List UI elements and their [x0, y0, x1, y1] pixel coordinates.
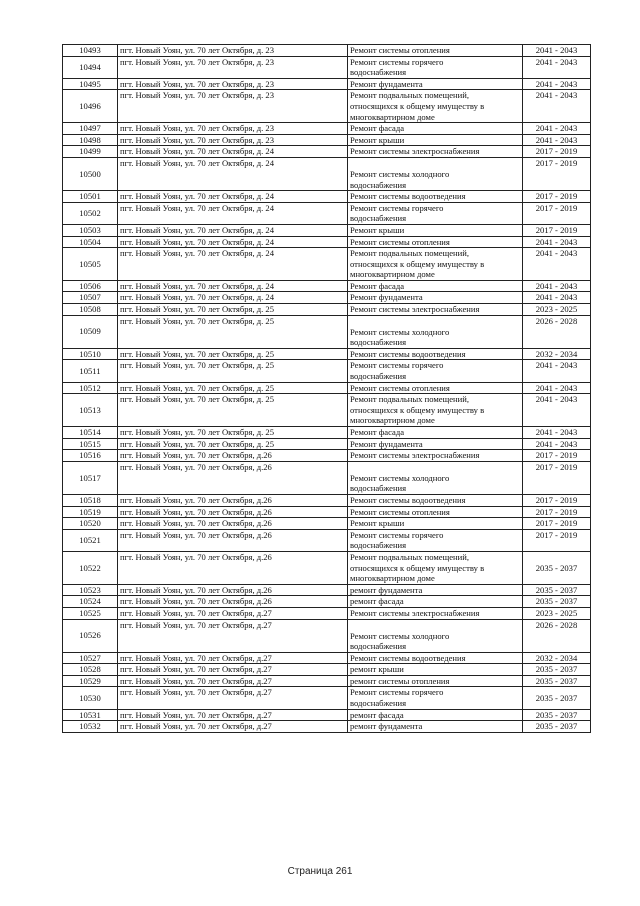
- work-line: водоснабжения: [350, 179, 407, 190]
- row-period: 2041 - 2043: [523, 360, 591, 382]
- row-period: 2035 - 2037: [523, 709, 591, 721]
- row-number: 10520: [63, 518, 118, 530]
- row-period: 2041 - 2043: [523, 292, 591, 304]
- row-period: 2032 - 2034: [523, 652, 591, 664]
- row-work-type: [348, 518, 523, 530]
- work-line: Ремонт фасада: [350, 427, 405, 437]
- row-address: пгт. Новый Уоян, ул. 70 лет Октября, д.26: [118, 551, 348, 584]
- table-row: [63, 280, 591, 292]
- row-number: 10528: [63, 664, 118, 676]
- row-number: 10506: [63, 280, 118, 292]
- work-line: Ремонт крыши: [350, 518, 405, 529]
- work-line: Ремонт системы горячего: [350, 202, 444, 213]
- table-row: [63, 157, 591, 190]
- table-row: [63, 518, 591, 530]
- table-row: [63, 304, 591, 316]
- row-address: пгт. Новый Уоян, ул. 70 лет Октября, д. 23: [118, 78, 348, 90]
- row-period: 2041 - 2043: [523, 280, 591, 292]
- row-work-type: [348, 382, 523, 394]
- row-address: пгт. Новый Уоян, ул. 70 лет Октября, д. 23: [118, 56, 348, 78]
- table-row: [63, 236, 591, 248]
- row-number: 10525: [63, 607, 118, 619]
- table-row: [63, 56, 591, 78]
- row-address: пгт. Новый Уоян, ул. 70 лет Октября, д. 25: [118, 382, 348, 394]
- work-line: Ремонт подвальных помещений,: [350, 394, 469, 405]
- table-body: [63, 45, 591, 733]
- work-line: Ремонт системы холодного: [350, 630, 450, 641]
- row-number: 10495: [63, 78, 118, 90]
- row-period: 2041 - 2043: [523, 236, 591, 248]
- work-line: Ремонт системы горячего: [350, 687, 444, 698]
- table-row: [63, 90, 591, 123]
- table-row: [63, 607, 591, 619]
- row-work-type: [348, 78, 523, 90]
- row-address: пгт. Новый Уоян, ул. 70 лет Октября, д. 25: [118, 438, 348, 450]
- work-line: многоквартирном доме: [350, 415, 435, 426]
- row-period: 2017 - 2019: [523, 529, 591, 551]
- row-work-type: [348, 551, 523, 584]
- row-period: 2041 - 2043: [523, 45, 591, 57]
- row-number: 10523: [63, 584, 118, 596]
- work-line: Ремонт системы отопления: [350, 236, 450, 247]
- row-address: пгт. Новый Уоян, ул. 70 лет Октября, д.27: [118, 687, 348, 709]
- row-address: пгт. Новый Уоян, ул. 70 лет Октября, д. 25: [118, 427, 348, 439]
- row-address: пгт. Новый Уоян, ул. 70 лет Октября, д. 25: [118, 304, 348, 316]
- table-row: [63, 427, 591, 439]
- row-period: 2017 - 2019: [523, 518, 591, 530]
- row-number: 10509: [63, 315, 118, 348]
- row-work-type: [348, 191, 523, 203]
- row-address: пгт. Новый Уоян, ул. 70 лет Октября, д.26: [118, 518, 348, 530]
- table-row: [63, 675, 591, 687]
- work-line: относящихся к общему имуществу в: [350, 404, 485, 415]
- work-line: водоснабжения: [350, 337, 407, 348]
- work-line: ремонт системы отопления: [350, 675, 450, 686]
- row-work-type: [348, 450, 523, 462]
- row-period: 2041 - 2043: [523, 78, 591, 90]
- row-period: 2035 - 2037: [523, 584, 591, 596]
- row-work-type: [348, 461, 523, 494]
- row-work-type: [348, 529, 523, 551]
- row-number: 10501: [63, 191, 118, 203]
- work-line: Ремонт системы холодного: [350, 168, 450, 179]
- work-line: ремонт фасада: [350, 709, 404, 720]
- row-number: 10530: [63, 687, 118, 709]
- table-row: [63, 146, 591, 158]
- table-row: [63, 224, 591, 236]
- work-line: Ремонт системы электроснабжения: [350, 146, 480, 157]
- row-address: пгт. Новый Уоян, ул. 70 лет Октября, д. 24: [118, 292, 348, 304]
- work-line: Ремонт системы горячего: [350, 56, 444, 67]
- table-row: [63, 123, 591, 135]
- row-number: 10517: [63, 461, 118, 494]
- row-work-type: [348, 619, 523, 652]
- row-period: 2032 - 2034: [523, 348, 591, 360]
- work-line: Ремонт подвальных помещений,: [350, 551, 469, 562]
- row-work-type: [348, 236, 523, 248]
- row-work-type: [348, 494, 523, 506]
- row-period: 2017 - 2019: [523, 157, 591, 190]
- row-work-type: [348, 146, 523, 158]
- row-period: 2035 - 2037: [523, 721, 591, 733]
- row-work-type: [348, 394, 523, 427]
- work-line: ремонт фасада: [350, 596, 404, 607]
- row-period: 2035 - 2037: [523, 596, 591, 608]
- row-work-type: [348, 664, 523, 676]
- repair-schedule-table: [62, 44, 591, 733]
- row-work-type: [348, 56, 523, 78]
- row-number: 10518: [63, 494, 118, 506]
- row-period: 2017 - 2019: [523, 506, 591, 518]
- row-work-type: [348, 292, 523, 304]
- row-address: пгт. Новый Уоян, ул. 70 лет Октября, д. 24: [118, 280, 348, 292]
- row-address: пгт. Новый Уоян, ул. 70 лет Октября, д.26: [118, 506, 348, 518]
- row-address: пгт. Новый Уоян, ул. 70 лет Октября, д. 24: [118, 224, 348, 236]
- work-line: Ремонт фундамента: [350, 292, 423, 303]
- row-work-type: [348, 584, 523, 596]
- table-row: [63, 438, 591, 450]
- row-period: 2041 - 2043: [523, 90, 591, 123]
- row-work-type: [348, 280, 523, 292]
- work-line: Ремонт крыши: [350, 224, 405, 235]
- row-address: пгт. Новый Уоян, ул. 70 лет Октября, д.26: [118, 596, 348, 608]
- row-address: пгт. Новый Уоян, ул. 70 лет Октября, д. 25: [118, 360, 348, 382]
- row-address: пгт. Новый Уоян, ул. 70 лет Октября, д. 24: [118, 146, 348, 158]
- row-address: пгт. Новый Уоян, ул. 70 лет Октября, д. 23: [118, 123, 348, 135]
- row-number: 10504: [63, 236, 118, 248]
- row-period: 2017 - 2019: [523, 224, 591, 236]
- row-work-type: [348, 315, 523, 348]
- row-number: 10502: [63, 202, 118, 224]
- work-line: относящихся к общему имуществу в: [350, 258, 485, 269]
- table-row: [63, 360, 591, 382]
- table-row: [63, 619, 591, 652]
- work-line: Ремонт фасада: [350, 123, 405, 134]
- work-line: ремонт фундамента: [350, 584, 423, 595]
- work-line: Ремонт системы отопления: [350, 506, 450, 517]
- row-work-type: [348, 596, 523, 608]
- row-work-type: [348, 45, 523, 57]
- work-line: водоснабжения: [350, 698, 407, 709]
- work-line: Ремонт подвальных помещений,: [350, 248, 469, 259]
- table-row: [63, 529, 591, 551]
- row-period: 2041 - 2043: [523, 123, 591, 135]
- row-address: пгт. Новый Уоян, ул. 70 лет Октября, д.27: [118, 721, 348, 733]
- row-number: 10522: [63, 551, 118, 584]
- work-line: водоснабжения: [350, 641, 407, 652]
- row-work-type: [348, 248, 523, 281]
- row-address: пгт. Новый Уоян, ул. 70 лет Октября, д. 24: [118, 248, 348, 281]
- row-address: пгт. Новый Уоян, ул. 70 лет Октября, д.26: [118, 450, 348, 462]
- row-work-type: [348, 438, 523, 450]
- row-number: 10508: [63, 304, 118, 316]
- row-address: пгт. Новый Уоян, ул. 70 лет Октября, д.27: [118, 675, 348, 687]
- work-line: Ремонт системы отопления: [350, 45, 450, 55]
- work-line: Ремонт подвальных помещений,: [350, 90, 469, 101]
- work-line: Ремонт фасада: [350, 280, 405, 291]
- table-row: [63, 664, 591, 676]
- table-row: [63, 248, 591, 281]
- row-work-type: [348, 360, 523, 382]
- row-number: 10511: [63, 360, 118, 382]
- row-number: 10515: [63, 438, 118, 450]
- row-address: пгт. Новый Уоян, ул. 70 лет Октября, д. 23: [118, 45, 348, 57]
- row-period: 2035 - 2037: [523, 664, 591, 676]
- table-row: [63, 78, 591, 90]
- work-line: Ремонт системы горячего: [350, 360, 444, 371]
- row-address: пгт. Новый Уоян, ул. 70 лет Октября, д.26: [118, 529, 348, 551]
- row-number: 10510: [63, 348, 118, 360]
- work-line: Ремонт системы электроснабжения: [350, 450, 480, 461]
- table-row: [63, 551, 591, 584]
- row-address: пгт. Новый Уоян, ул. 70 лет Октября, д.27: [118, 709, 348, 721]
- row-number: 10514: [63, 427, 118, 439]
- row-period: 2017 - 2019: [523, 461, 591, 494]
- row-period: 2035 - 2037: [523, 687, 591, 709]
- row-work-type: [348, 348, 523, 360]
- table-row: [63, 394, 591, 427]
- row-number: 10503: [63, 224, 118, 236]
- row-address: пгт. Новый Уоян, ул. 70 лет Октября, д.27: [118, 607, 348, 619]
- work-line: водоснабжения: [350, 67, 407, 78]
- row-work-type: [348, 721, 523, 733]
- row-period: 2017 - 2019: [523, 450, 591, 462]
- row-number: 10513: [63, 394, 118, 427]
- row-number: 10516: [63, 450, 118, 462]
- row-period: 2017 - 2019: [523, 494, 591, 506]
- table-row: [63, 721, 591, 733]
- row-period: 2041 - 2043: [523, 134, 591, 146]
- row-address: пгт. Новый Уоян, ул. 70 лет Октября, д.27: [118, 664, 348, 676]
- work-line: водоснабжения: [350, 540, 407, 551]
- work-line: Ремонт системы водоотведения: [350, 191, 466, 202]
- work-line: многоквартирном доме: [350, 269, 435, 280]
- row-work-type: [348, 709, 523, 721]
- row-number: 10524: [63, 596, 118, 608]
- row-period: 2041 - 2043: [523, 382, 591, 394]
- row-number: 10507: [63, 292, 118, 304]
- table-row: [63, 348, 591, 360]
- row-period: 2035 - 2037: [523, 551, 591, 584]
- row-work-type: [348, 90, 523, 123]
- work-line: Ремонт системы водоотведения: [350, 652, 466, 663]
- row-work-type: [348, 675, 523, 687]
- row-address: пгт. Новый Уоян, ул. 70 лет Октября, д.27: [118, 619, 348, 652]
- row-address: пгт. Новый Уоян, ул. 70 лет Октября, д.26: [118, 584, 348, 596]
- work-line: Ремонт системы отопления: [350, 382, 450, 393]
- row-address: пгт. Новый Уоян, ул. 70 лет Октября, д. 24: [118, 191, 348, 203]
- row-period: 2041 - 2043: [523, 427, 591, 439]
- row-address: пгт. Новый Уоян, ул. 70 лет Октября, д. 25: [118, 315, 348, 348]
- work-line: ремонт крыши: [350, 664, 404, 675]
- work-line: относящихся к общему имуществу в: [350, 100, 485, 111]
- table-row: [63, 450, 591, 462]
- work-line: Ремонт системы горячего: [350, 529, 444, 540]
- table-row: [63, 202, 591, 224]
- table-row: [63, 382, 591, 394]
- row-number: 10498: [63, 134, 118, 146]
- row-work-type: [348, 652, 523, 664]
- table-row: [63, 652, 591, 664]
- work-line: многоквартирном доме: [350, 573, 435, 584]
- row-number: 10505: [63, 248, 118, 281]
- work-line: водоснабжения: [350, 371, 407, 382]
- row-period: 2023 - 2025: [523, 304, 591, 316]
- work-line: Ремонт системы водоотведения: [350, 348, 466, 359]
- row-work-type: [348, 607, 523, 619]
- row-number: 10512: [63, 382, 118, 394]
- work-line: водоснабжения: [350, 483, 407, 494]
- work-line: Ремонт фундамента: [350, 438, 423, 449]
- row-period: 2035 - 2037: [523, 675, 591, 687]
- row-address: пгт. Новый Уоян, ул. 70 лет Октября, д. 25: [118, 348, 348, 360]
- row-period: 2026 - 2028: [523, 619, 591, 652]
- table-row: [63, 191, 591, 203]
- row-work-type: [348, 304, 523, 316]
- row-address: пгт. Новый Уоян, ул. 70 лет Октября, д.27: [118, 652, 348, 664]
- table-row: [63, 45, 591, 57]
- row-address: пгт. Новый Уоян, ул. 70 лет Октября, д.26: [118, 494, 348, 506]
- work-line: Ремонт крыши: [350, 134, 405, 145]
- row-number: 10493: [63, 45, 118, 57]
- row-number: 10527: [63, 652, 118, 664]
- row-address: пгт. Новый Уоян, ул. 70 лет Октября, д. 25: [118, 394, 348, 427]
- row-period: 2041 - 2043: [523, 438, 591, 450]
- row-work-type: [348, 157, 523, 190]
- row-work-type: [348, 224, 523, 236]
- row-number: 10494: [63, 56, 118, 78]
- table-row: [63, 461, 591, 494]
- row-period: 2017 - 2019: [523, 146, 591, 158]
- work-line: ремонт фундамента: [350, 721, 423, 732]
- row-work-type: [348, 134, 523, 146]
- row-address: пгт. Новый Уоян, ул. 70 лет Октября, д. 24: [118, 236, 348, 248]
- row-number: 10519: [63, 506, 118, 518]
- row-work-type: [348, 202, 523, 224]
- row-period: 2017 - 2019: [523, 191, 591, 203]
- work-line: Ремонт системы электроснабжения: [350, 607, 480, 618]
- row-address: пгт. Новый Уоян, ул. 70 лет Октября, д. 24: [118, 157, 348, 190]
- work-line: Ремонт системы электроснабжения: [350, 304, 480, 315]
- row-period: 2041 - 2043: [523, 56, 591, 78]
- row-number: 10496: [63, 90, 118, 123]
- row-address: пгт. Новый Уоян, ул. 70 лет Октября, д. 24: [118, 202, 348, 224]
- work-line: Ремонт системы холодного: [350, 472, 450, 483]
- row-period: 2026 - 2028: [523, 315, 591, 348]
- row-address: пгт. Новый Уоян, ул. 70 лет Октября, д. 23: [118, 134, 348, 146]
- row-number: 10521: [63, 529, 118, 551]
- row-work-type: [348, 427, 523, 439]
- row-number: 10532: [63, 721, 118, 733]
- work-line: водоснабжения: [350, 213, 407, 224]
- table-row: [63, 134, 591, 146]
- table-row: [63, 292, 591, 304]
- row-work-type: [348, 123, 523, 135]
- table-row: [63, 709, 591, 721]
- work-line: Ремонт системы водоотведения: [350, 494, 466, 505]
- row-work-type: [348, 687, 523, 709]
- row-number: 10499: [63, 146, 118, 158]
- row-number: 10500: [63, 157, 118, 190]
- row-address: пгт. Новый Уоян, ул. 70 лет Октября, д.26: [118, 461, 348, 494]
- row-period: 2041 - 2043: [523, 394, 591, 427]
- table-row: [63, 315, 591, 348]
- table-row: [63, 494, 591, 506]
- page-number: Страница 261: [287, 866, 353, 877]
- row-period: 2041 - 2043: [523, 248, 591, 281]
- row-number: 10529: [63, 675, 118, 687]
- row-address: пгт. Новый Уоян, ул. 70 лет Октября, д. 23: [118, 90, 348, 123]
- row-number: 10531: [63, 709, 118, 721]
- row-number: 10497: [63, 123, 118, 135]
- table-row: [63, 506, 591, 518]
- table-row: [63, 596, 591, 608]
- row-number: 10526: [63, 619, 118, 652]
- work-line: относящихся к общему имуществу в: [350, 562, 485, 573]
- work-line: Ремонт фундамента: [350, 78, 423, 89]
- row-period: 2023 - 2025: [523, 607, 591, 619]
- table-row: [63, 687, 591, 709]
- row-period: 2017 - 2019: [523, 202, 591, 224]
- work-line: многоквартирном доме: [350, 111, 435, 122]
- row-work-type: [348, 506, 523, 518]
- work-line: Ремонт системы холодного: [350, 326, 450, 337]
- table-row: [63, 584, 591, 596]
